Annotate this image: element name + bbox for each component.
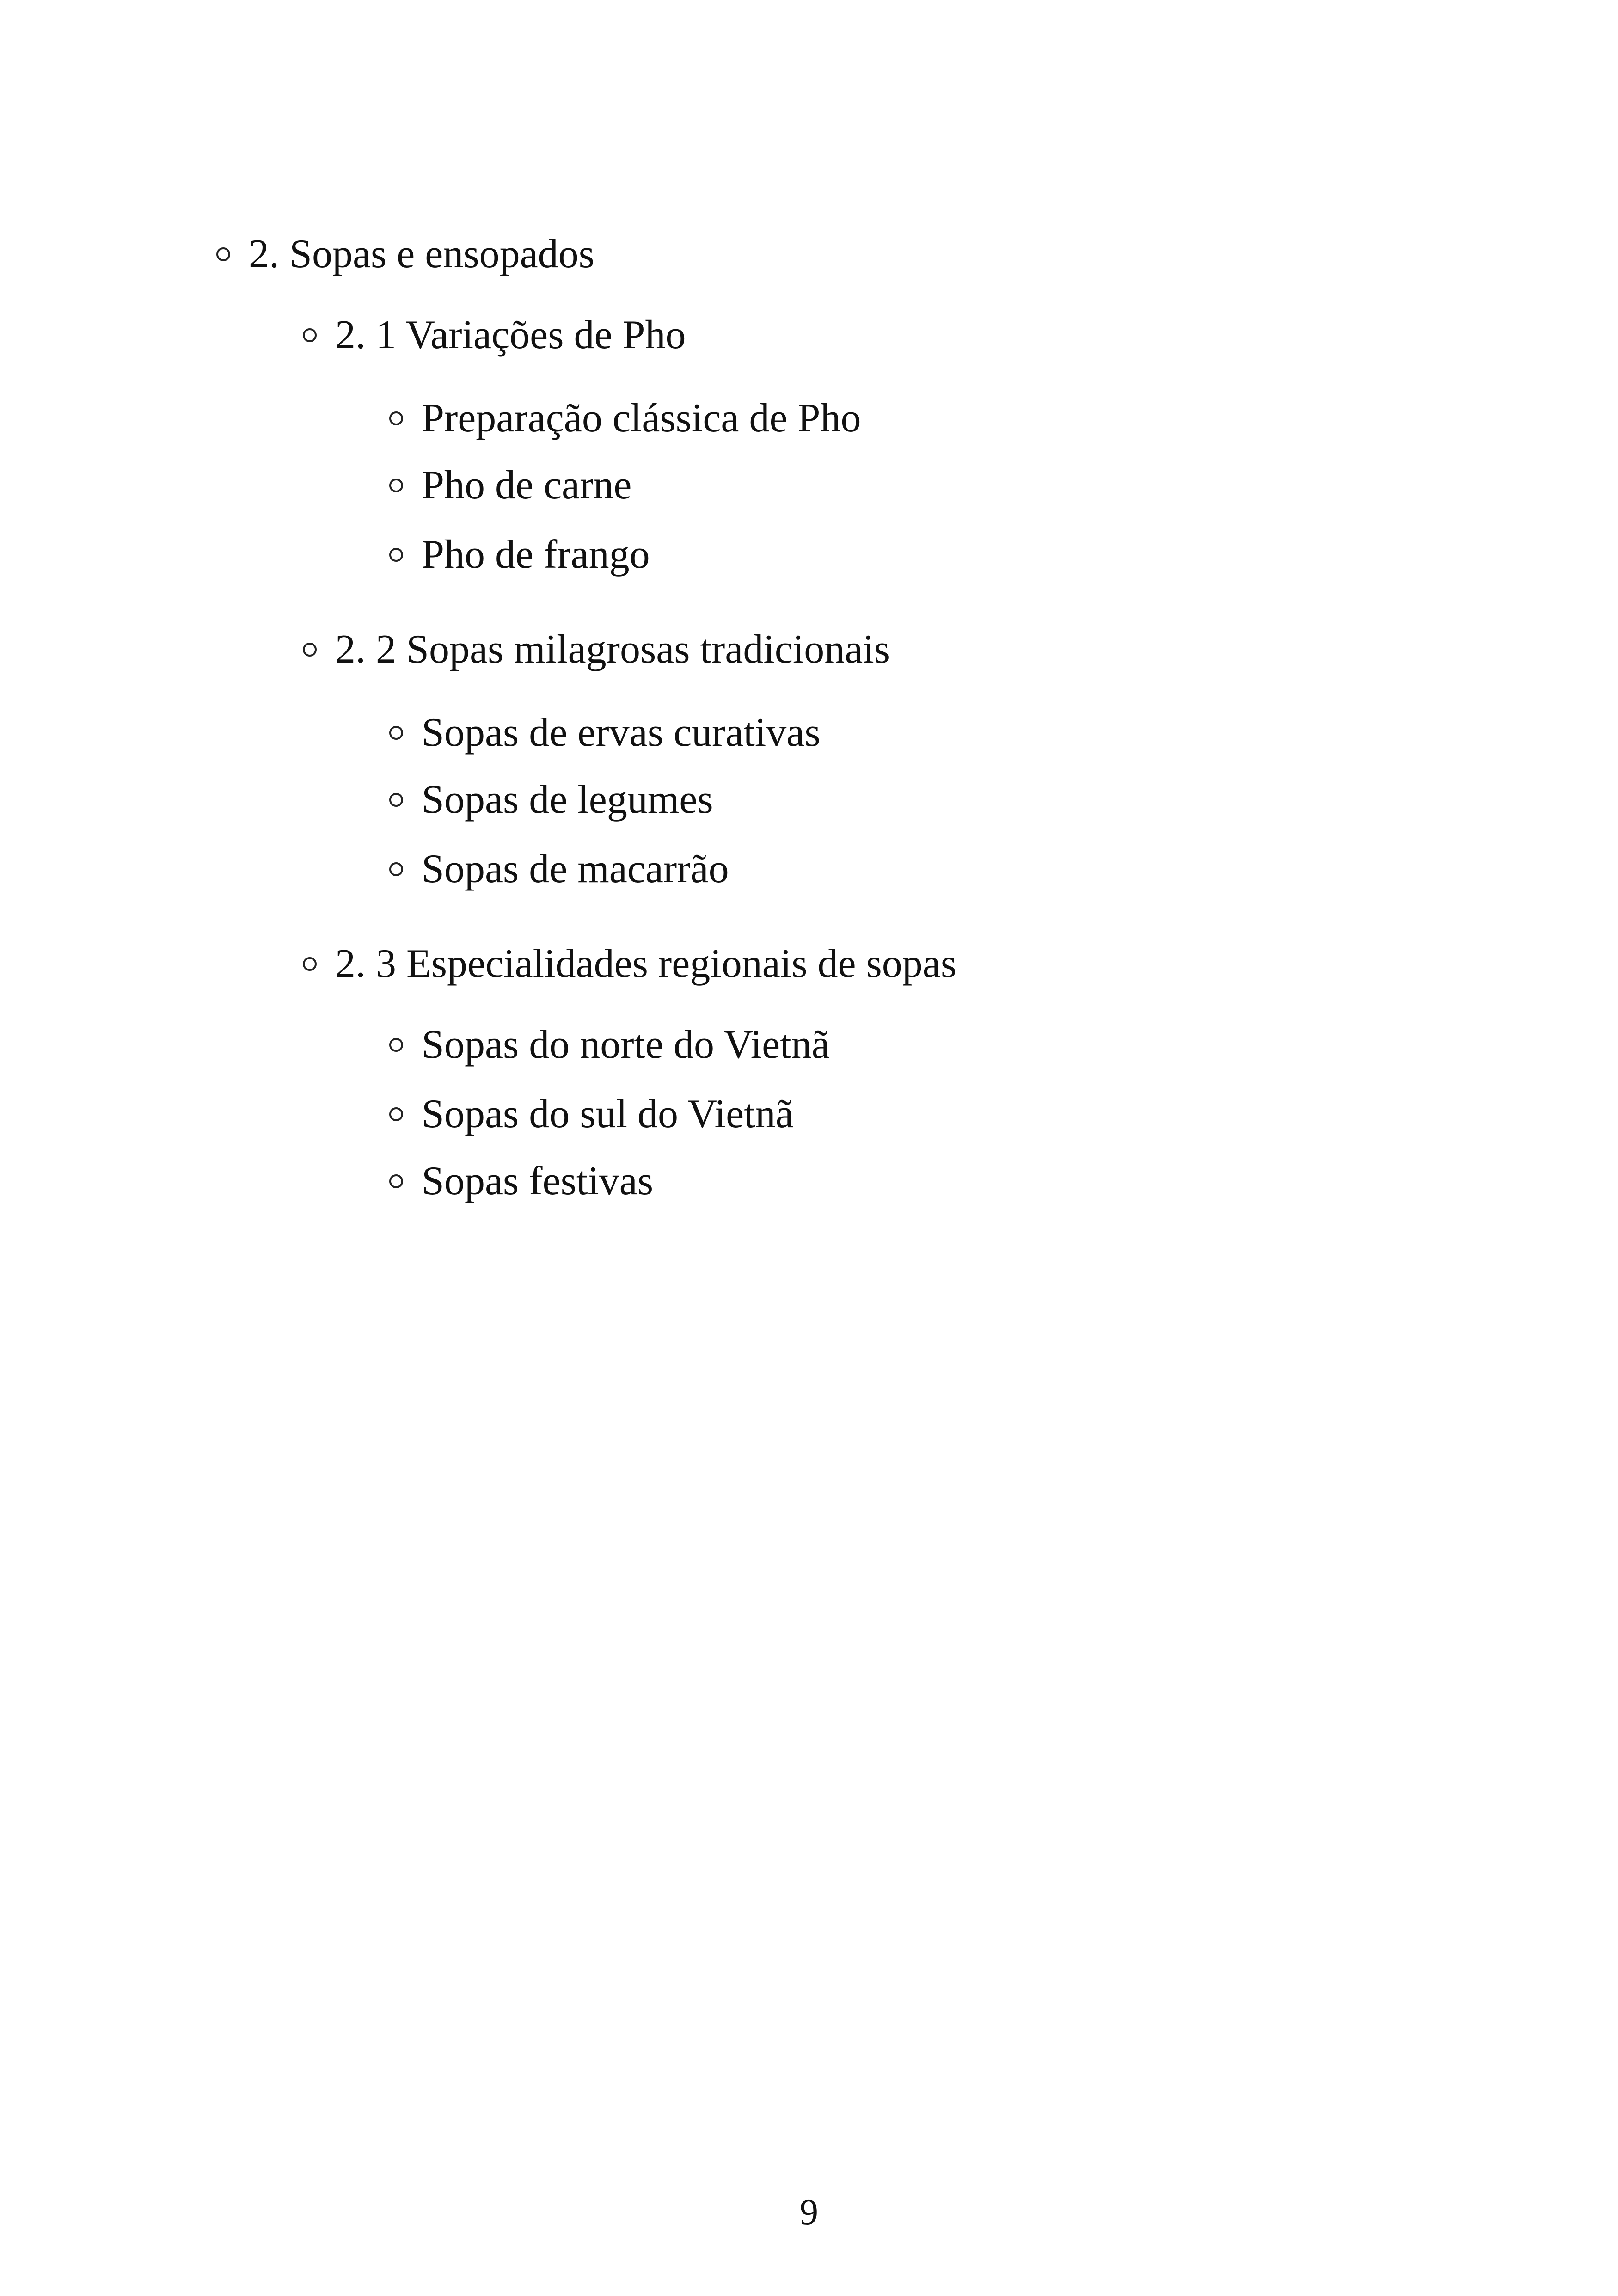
list-item-subsection [303, 622, 890, 677]
subsection-title: 2. 1 Variações de Pho [335, 313, 686, 357]
list-item [389, 1017, 830, 1073]
section-title: 2. Sopas e ensopados [249, 232, 594, 276]
list-item-section [216, 227, 594, 282]
list-item-label: Preparação clássica de Pho [422, 396, 861, 441]
list-item-label: Sopas festivas [422, 1159, 654, 1203]
list-item-subsection [303, 936, 956, 992]
list-item [389, 705, 821, 761]
bullet-circle-icon [389, 1107, 403, 1121]
list-item [389, 772, 713, 828]
list-item-label: Pho de carne [422, 463, 632, 508]
list-item [389, 1087, 794, 1142]
list-item [389, 391, 861, 446]
list-item [389, 841, 729, 897]
page-number: 9 [800, 2192, 818, 2233]
bullet-circle-icon [303, 328, 317, 342]
bullet-circle-icon [389, 1174, 403, 1188]
list-item [389, 527, 650, 583]
list-item-label: Sopas de macarrão [422, 847, 729, 891]
list-item-label: Sopas de legumes [422, 777, 713, 822]
list-item-label: Sopas do sul do Vietnã [422, 1092, 794, 1136]
subsection-title: 2. 2 Sopas milagrosas tradicionais [335, 627, 890, 672]
bullet-circle-icon [389, 548, 403, 562]
bullet-circle-icon [389, 862, 403, 876]
bullet-circle-icon [303, 643, 317, 657]
list-item-subsection [303, 307, 686, 363]
bullet-circle-icon [389, 411, 403, 425]
subsection-title: 2. 3 Especialidades regionais de sopas [335, 941, 957, 986]
bullet-circle-icon [389, 726, 403, 740]
bullet-circle-icon [389, 479, 403, 492]
list-item [389, 458, 631, 513]
list-item-label: Pho de frango [422, 532, 650, 577]
bullet-circle-icon [389, 793, 403, 807]
list-item [389, 1154, 653, 1209]
bullet-circle-icon [303, 957, 317, 971]
list-item-label: Sopas do norte do Vietnã [422, 1022, 830, 1067]
bullet-circle-icon [216, 247, 230, 261]
bullet-circle-icon [389, 1038, 403, 1052]
list-item-label: Sopas de ervas curativas [422, 710, 821, 755]
